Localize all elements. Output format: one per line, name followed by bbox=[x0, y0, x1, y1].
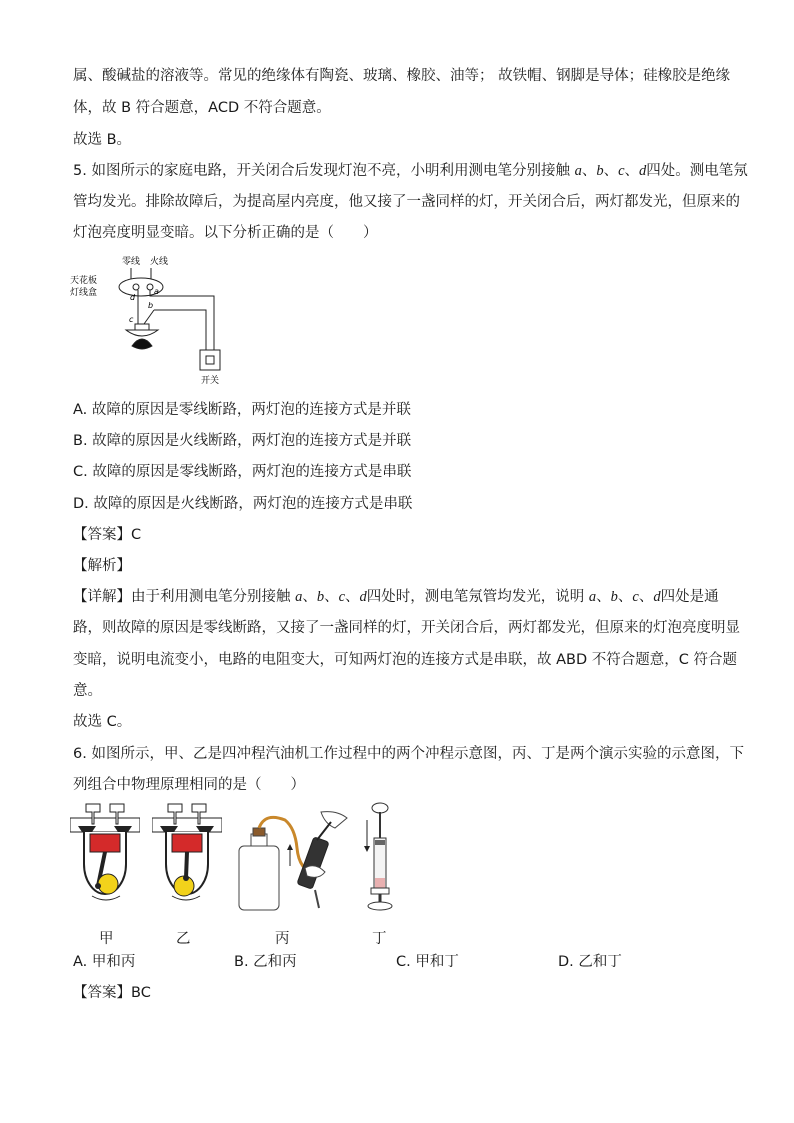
detail-line: 变暗，说明电流变小，电路的电阻变大，可知两灯泡的连接方式是串联，故 ABD 不符合题意，C 符合题 bbox=[73, 652, 737, 668]
answer-line: 【答案】C bbox=[73, 527, 142, 543]
switch-icon bbox=[206, 356, 214, 364]
engine-stroke-figure-jia bbox=[70, 800, 140, 915]
option-b: B. 乙和丙 bbox=[234, 954, 297, 970]
point-c: c bbox=[129, 315, 134, 324]
engine-stroke-figure-yi bbox=[152, 800, 222, 915]
analysis-tag: 【解析】 bbox=[73, 558, 131, 574]
q5-stem: 灯泡亮度明显变暗。以下分析正确的是（ ） bbox=[73, 225, 378, 241]
option-c: C. 甲和丁 bbox=[396, 954, 459, 970]
option-b: B. 故障的原因是火线断路，两灯泡的连接方式是并联 bbox=[73, 433, 412, 449]
text-line: 属、酸碱盐的溶液等。常见的绝缘体有陶瓷、玻璃、橡胶、油等； 故铁帽、钢脚是导体；硅橡胶是绝缘 bbox=[73, 68, 731, 84]
switch-label: 开关 bbox=[201, 376, 220, 386]
neutral-label: 零线 bbox=[122, 257, 141, 267]
option-a: A. 甲和丙 bbox=[73, 954, 136, 970]
caption-ding: 丁 bbox=[372, 931, 387, 947]
bottle-pump-figure bbox=[235, 808, 360, 913]
detail-line: 路，则故障的原因是零线断路，又接了一盏同样的灯，开关闭合后，两灯都发光，但原来的灯泡亮度明显 bbox=[73, 620, 740, 636]
option-c: C. 故障的原因是零线断路，两灯泡的连接方式是串联 bbox=[73, 464, 412, 480]
ceiling-box-label: 灯线盒 bbox=[70, 288, 98, 298]
point-b: b bbox=[148, 301, 154, 310]
option-a: A. 故障的原因是零线断路，两灯泡的连接方式是并联 bbox=[73, 402, 411, 418]
option-d: D. 乙和丁 bbox=[558, 954, 622, 970]
point-d: d bbox=[130, 293, 136, 302]
detail-line: 意。 bbox=[73, 683, 102, 699]
q5-stem: 管均发光。排除故障后，为提高屋内亮度，他又接了一盏同样的灯，开关闭合后，两灯都发光，但原来的 bbox=[73, 194, 740, 210]
conclusion: 故选 C。 bbox=[73, 714, 132, 730]
caption-bing: 丙 bbox=[275, 931, 290, 947]
q6-stem: 6. 如图所示，甲、乙是四冲程汽油机工作过程中的两个冲程示意图，丙、丁是两个演示实验的示意图，下 bbox=[73, 746, 744, 762]
live-label: 火线 bbox=[150, 257, 169, 267]
q5-stem: 5. 如图所示的家庭电路，开关闭合后发现灯泡不亮，小明利用测电笔分别接触 a、b、c、d四处。测电笔氖 bbox=[73, 163, 748, 179]
circuit-diagram bbox=[66, 250, 236, 390]
conclusion: 故选 B。 bbox=[73, 132, 132, 148]
point-a: a bbox=[154, 287, 159, 296]
caption-jia: 甲 bbox=[99, 931, 114, 947]
q6-stem: 列组合中物理原理相同的是（ ） bbox=[73, 777, 305, 793]
ceiling-label: 天花板 bbox=[70, 276, 98, 286]
bulb-icon bbox=[132, 339, 152, 349]
fire-syringe-figure bbox=[360, 800, 400, 915]
option-d: D. 故障的原因是火线断路，两灯泡的连接方式是串联 bbox=[73, 496, 413, 512]
answer-line: 【答案】BC bbox=[73, 985, 151, 1001]
caption-yi: 乙 bbox=[176, 931, 191, 947]
detail-line: 【详解】由于利用测电笔分别接触 a、b、c、d四处时，测电笔氖管均发光，说明 a、b、c、d四处是通 bbox=[73, 589, 719, 605]
text-line: 体，故 B 符合题意，ACD 不符合题意。 bbox=[73, 100, 331, 116]
